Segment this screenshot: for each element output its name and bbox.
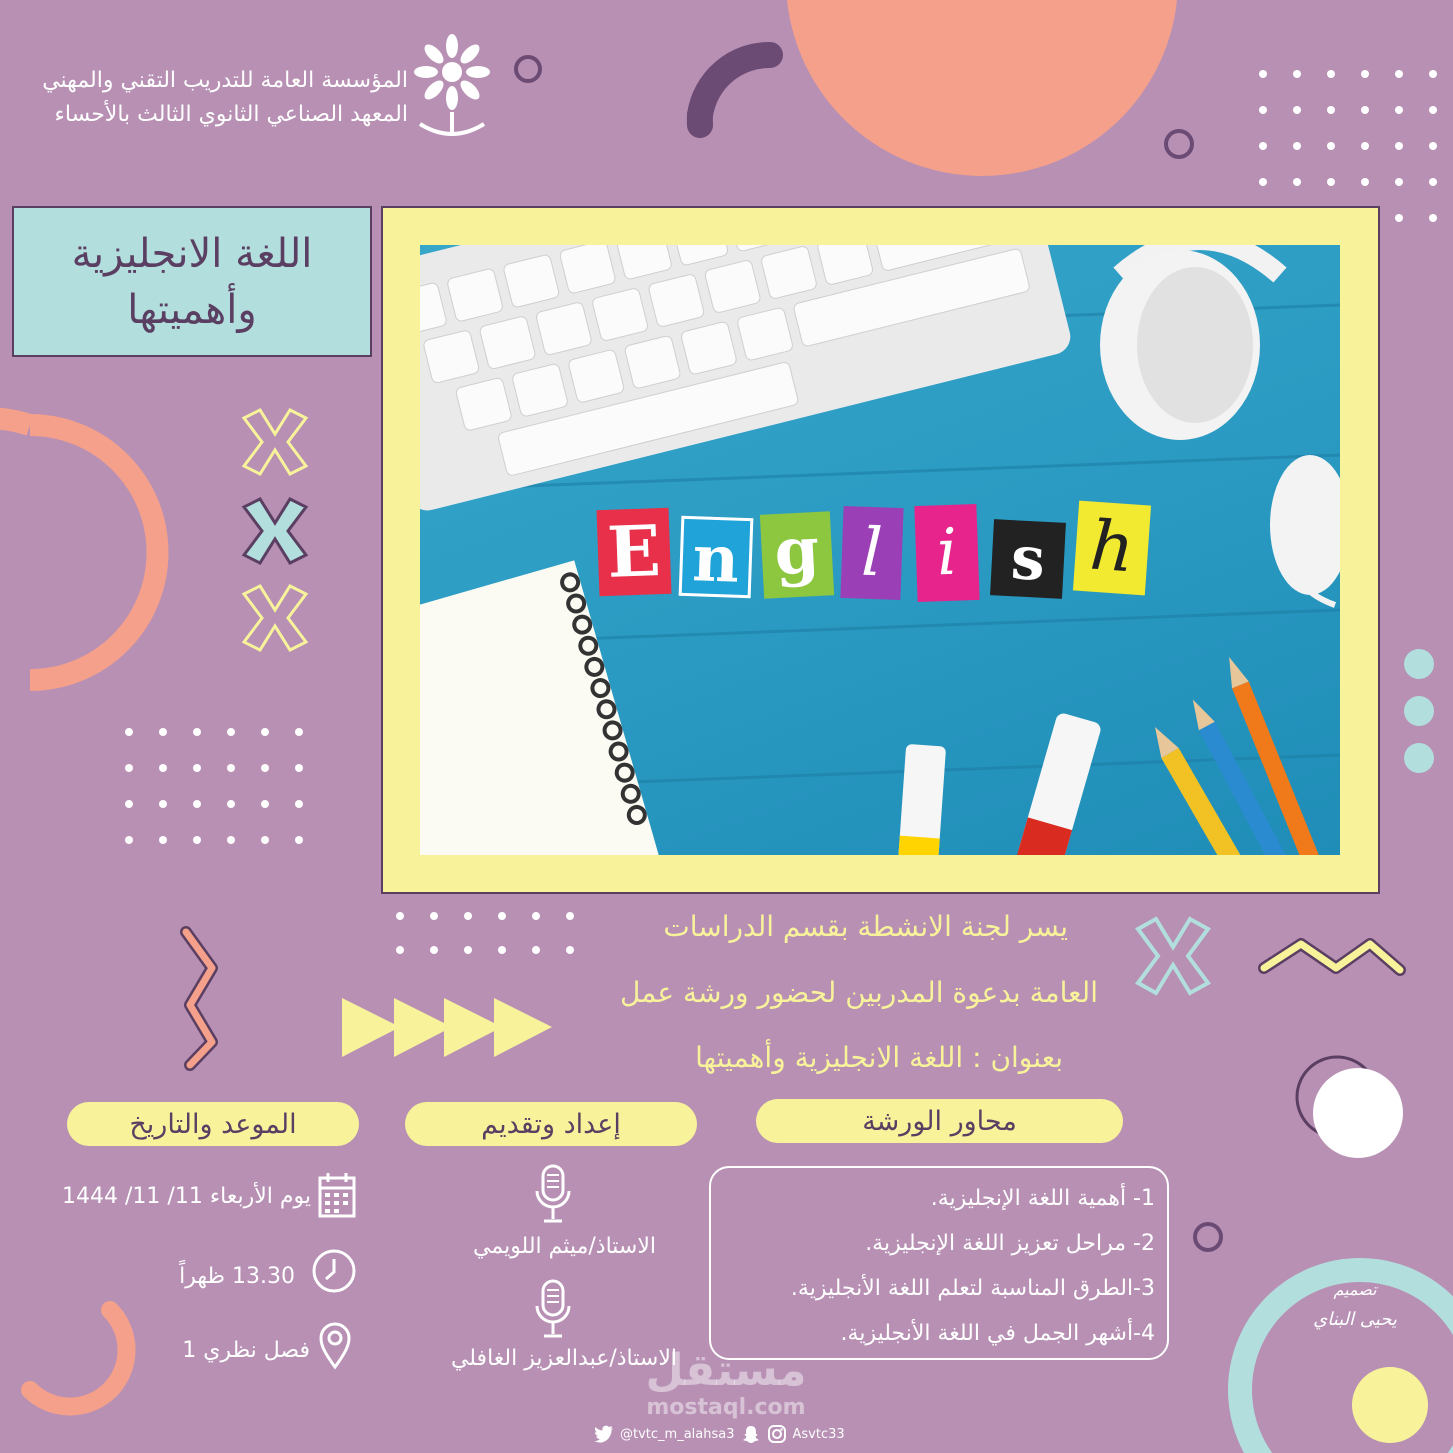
org-line-2: المعهد الصناعي الثانوي الثالث بالأحساء [54,102,408,127]
microphone-icon [533,1163,573,1225]
schedule-place: فصل نظري 1 [182,1338,310,1363]
letter-tile: l [840,506,903,600]
presenter-2: الاستاذ/عبدالعزيز الغافلي [450,1346,677,1371]
topic-item: 1- أهمية اللغة الإنجليزية. [930,1186,1155,1211]
org-header [18,64,408,132]
invitation-line-3: بعنوان : اللغة الانجليزية وأهميتها [695,1041,1063,1074]
watermark [626,1346,826,1420]
designer-line-2: يحيى البناي [1313,1309,1397,1330]
designer-signature [1290,1278,1420,1338]
calendar-icon [317,1170,357,1220]
invitation-line-2: العامة بدعوة المدربين لحضور ورشة عمل [620,976,1098,1009]
schedule-time: 13.30 ظهراً [179,1264,295,1289]
title-box [12,206,372,357]
schedule-label: الموعد والتاريخ [67,1102,359,1146]
topic-item: 2- مراحل تعزيز اللغة الإنجليزية. [865,1231,1155,1256]
topics-label: محاور الورشة [756,1099,1123,1143]
dot-grid-middle [396,912,600,954]
twitter-icon[interactable] [594,1425,614,1443]
letter-tile: s [990,519,1066,599]
schedule-date: يوم الأربعاء 11/ 11/ 1444 [62,1184,311,1209]
clock-icon [310,1247,358,1295]
topic-item: 4-أشهر الجمل في اللغة الأنجليزية. [840,1321,1155,1346]
org-line-1: المؤسسة العامة للتدريب التقني والمهني [42,68,408,93]
dot-grid-left [125,728,329,844]
watermark-latin: mostaql.com [646,1395,806,1420]
presenter-1: الاستاذ/ميثم اللويمي [473,1234,656,1259]
title-line-1: اللغة الانجليزية [71,231,313,277]
tvtc-logo-icon [412,32,492,142]
location-pin-icon [318,1322,352,1370]
presenters-label: إعداد وتقديم [405,1102,697,1146]
watermark-arabic: مستقل [645,1345,807,1396]
english-photo [420,245,1340,855]
letter-tile: n [679,516,754,598]
topics-box [709,1166,1169,1360]
dot-grid-top-right [1259,70,1453,222]
microphone-icon [533,1278,573,1340]
instagram-handle[interactable]: Asvtc33 [792,1426,845,1442]
social-footer [594,1423,845,1445]
instagram-icon[interactable] [767,1424,787,1444]
english-word [598,503,1168,613]
topic-item: 3-الطرق المناسبة لتعلم اللغة الأنجليزية. [790,1276,1155,1301]
letter-tile: i [914,504,979,602]
title-line-2: وأهميتها [127,287,257,333]
snapchat-icon[interactable] [741,1424,761,1444]
invitation-line-1: يسر لجنة الانشطة بقسم الدراسات [663,910,1068,943]
letter-tile: h [1073,501,1151,596]
letter-tile: E [597,508,672,596]
letter-tile: g [760,511,834,599]
designer-line-1: تصميم [1333,1280,1377,1299]
twitter-handle[interactable]: @tvtc_m_alahsa3 [620,1426,735,1442]
